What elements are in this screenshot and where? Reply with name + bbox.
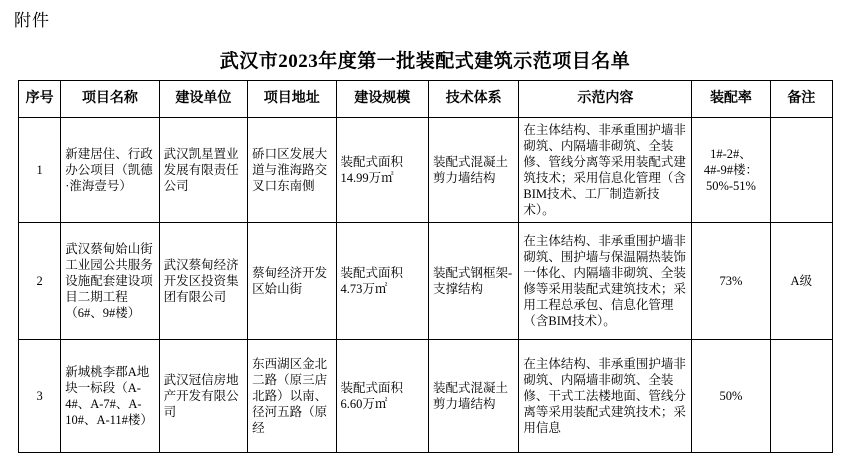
column-header-note: 备注 (770, 81, 832, 118)
cell-note (770, 118, 832, 223)
cell-address: 东西湖区金北二路（原三店北路）以南、径河五路（原经 (248, 340, 336, 453)
column-header-seq: 序号 (19, 81, 61, 118)
column-header-rate: 装配率 (692, 81, 770, 118)
cell-address: 硚口区发展大道与淮海路交叉口东南侧 (248, 118, 336, 223)
cell-tech: 装配式混凝土剪力墙结构 (428, 340, 518, 453)
cell-unit: 武汉蔡甸经济开发区投资集团有限公司 (159, 223, 247, 340)
table-row (19, 223, 833, 340)
cell-demo: 在主体结构、非承重围护墙非砌筑、内隔墙非砌筑、全装修、干式工法楼地面、管线分离等采用装配式建筑技术；采用信息 (519, 340, 692, 453)
cell-name: 新建居住、行政办公项目（凯德·淮海壹号） (61, 118, 159, 223)
cell-rate: 50% (692, 340, 770, 453)
cell-name: 武汉蔡甸姶山街工业园公共服务设施配套建设项目二期工程（6#、9#楼） (61, 223, 159, 340)
cell-seq: 1 (19, 118, 61, 223)
cell-unit: 武汉冠信房地产开发有限公司 (159, 340, 247, 453)
project-list-table-wrapper (18, 80, 833, 453)
cell-scale: 装配式面积6.60万㎡ (336, 340, 428, 453)
cell-unit: 武汉凯星置业发展有限责任公司 (159, 118, 247, 223)
cell-rate: 1#-2#、4#-9#楼：50%-51% (692, 118, 770, 223)
table-row (19, 340, 833, 453)
cell-address: 蔡甸经济开发区姶山街 (248, 223, 336, 340)
cell-demo: 在主体结构、非承重围护墙非砌筑、内隔墙非砌筑、全装修、管线分离等采用装配式建筑技术；采用信息化管理（含BIM技术、工厂制造新技术）。 (519, 118, 692, 223)
column-header-name: 项目名称 (61, 81, 159, 118)
cell-name: 新城桃李郡A地块一标段（A-4#、A-7#、A-10#、A-11#楼） (61, 340, 159, 453)
column-header-unit: 建设单位 (159, 81, 247, 118)
cell-note: A级 (770, 223, 832, 340)
cell-note (770, 340, 832, 453)
cell-scale: 装配式面积4.73万㎡ (336, 223, 428, 340)
cell-seq: 3 (19, 340, 61, 453)
attachment-label: 附件 (14, 11, 50, 30)
page-title: 武汉市2023年度第一批装配式建筑示范项目名单 (219, 51, 631, 72)
cell-tech: 装配式混凝土剪力墙结构 (428, 118, 518, 223)
table-header-row (19, 81, 833, 118)
cell-scale: 装配式面积14.99万㎡ (336, 118, 428, 223)
column-header-tech: 技术体系 (428, 81, 518, 118)
project-list-table (18, 80, 833, 453)
cell-tech: 装配式钢框架-支撑结构 (428, 223, 518, 340)
table-row (19, 118, 833, 223)
cell-seq: 2 (19, 223, 61, 340)
column-header-address: 项目地址 (248, 81, 336, 118)
cell-rate: 73% (692, 223, 770, 340)
column-header-scale: 建设规模 (336, 81, 428, 118)
cell-demo: 在主体结构、非承重围护墙非砌筑、围护墙与保温隔热装饰一体化、内隔墙非砌筑、全装修等采用装配式建筑技术；采用工程总承包、信息化管理（含BIM技术）。 (519, 223, 692, 340)
column-header-demo: 示范内容 (519, 81, 692, 118)
